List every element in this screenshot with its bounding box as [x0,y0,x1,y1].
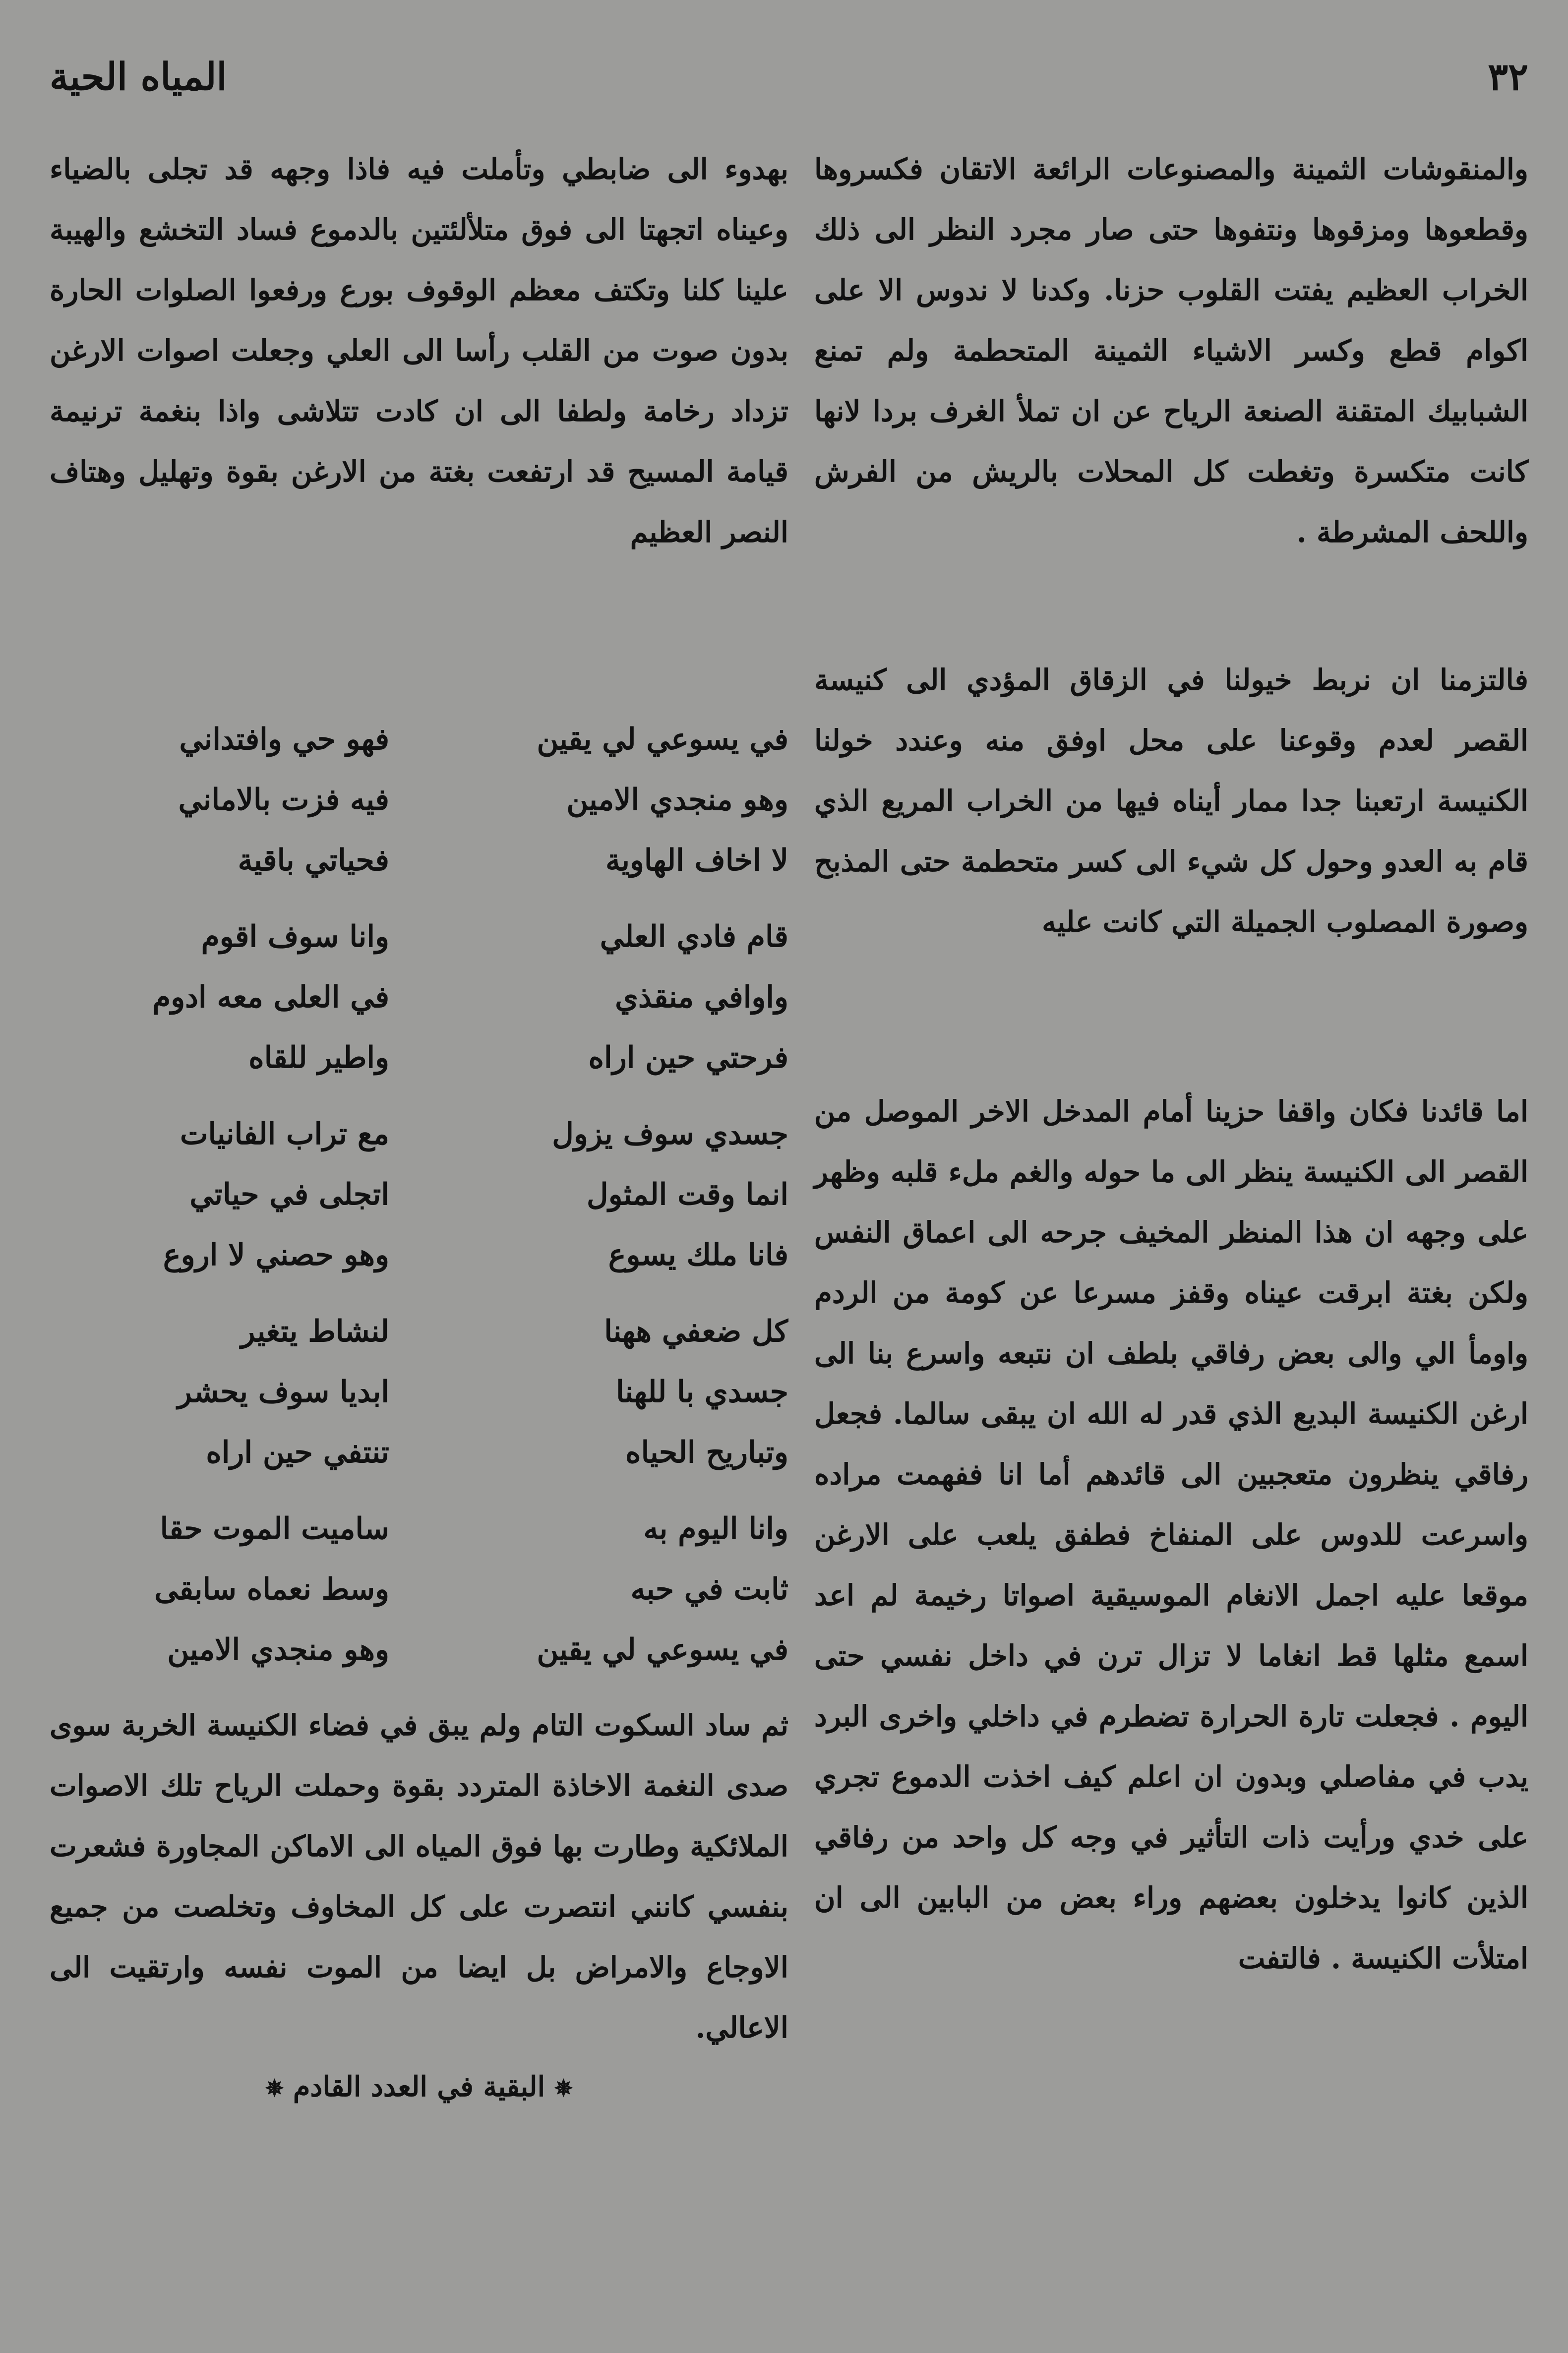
verse-first-hemistich: وهو منجدي الامين [566,783,788,817]
paragraph-text: فالتزمنا ان نربط خيولنا في الزقاق المؤدي الى كنيسة القصر لعدم وقوعنا على محل اوفق منه وعندد خولنا الكنيسة ارتعبنا جدا ممار أيناه فيها من الخراب المريع الذي قام به العدو وحول كل شيء الى كسر متحطمة حتى المذبح وصورة المصلوب الجميلة التي كانت عليه [814,663,1528,939]
stanza-gap [50,891,788,906]
page-number: ٣٢ [1488,55,1528,99]
verse-first-hemistich: فانا ملك يسوع [608,1238,788,1272]
verse-second-hemistich: وهو منجدي الامين [167,1632,389,1667]
stanza-gap [50,1483,788,1499]
right-column [814,139,1528,1989]
stanza-gap [50,1285,788,1301]
verse-first-hemistich: جسدي با للهنا [615,1375,788,1409]
ornament-icon: ✵ [554,2075,573,2102]
verse-first-hemistich: كل ضعفي ههنا [604,1314,788,1349]
verse-first-hemistich: في يسوعي لي يقين [537,722,788,757]
verse-first-hemistich: فرحتي حين اراه [588,1040,788,1075]
verse-second-hemistich: وانا سوف اقوم [201,919,389,954]
ornament-icon: ✵ [265,2075,284,2102]
verse-second-hemistich: مع تراب الفانيات [180,1117,389,1151]
stanza-gap [50,1088,788,1104]
paragraph [814,139,1528,650]
verse-second-hemistich: واطير للقاه [248,1040,389,1075]
verse-second-hemistich: في العلى معه ادوم [152,980,389,1015]
verse-second-hemistich: وسط نعماه سابقى [154,1572,389,1607]
verse-second-hemistich: تنتفي حين اراه [206,1435,389,1470]
hymn-poem [50,709,788,1680]
verse-second-hemistich: فهو حي وافتداني [179,722,389,757]
verse-second-hemistich: ابديا سوف يحشر [177,1375,389,1409]
paragraph [50,1695,788,2058]
page-header [50,55,1528,124]
verse-first-hemistich: وتباريح الحياه [625,1435,788,1470]
verse-second-hemistich: لنشاط يتغير [241,1314,389,1349]
continued-text: البقية في العدد القادم [293,2070,545,2103]
verse-second-hemistich: ساميت الموت حقا [160,1511,389,1546]
paragraph [814,1036,1528,1989]
continued-note [50,2070,788,2103]
verse-first-hemistich: في يسوعي لي يقين [537,1632,788,1667]
verse-first-hemistich: واوافي منقذي [615,980,788,1015]
paragraph-text: والمنقوشات الثمينة والمصنوعات الرائعة الاتقان فكسروها وقطعوها ومزقوها ونتفوها حتى صار مجرد النظر الى ذلك الخراب العظيم يفتت القلوب حزنا. وكدنا لا ندوس الا على اكوام قطع وكسر الاشياء الثمينة المتحطمة ولم تمنع الشبابيك المتقنة الصنعة الرياح عن ان تملأ الغرف بردا لانها كانت متكسرة وتغطت كل المحلات بالريش من الفرش واللحف المشرطة . [814,152,1528,549]
verse-first-hemistich: وانا اليوم به [643,1511,788,1546]
paragraph [814,650,1528,1036]
paragraph-text: بهدوء الى ضابطي وتأملت فيه فاذا وجهه قد تجلى بالضياء وعيناه اتجهتا الى فوق متلألئتين بالدموع فساد التخشع والهيبة علينا كلنا وتكتف معظم الوقوف بورع ورفعوا الصلوات الحارة بدون صوت من القلب رأسا الى العلي وجعلت اصوات الارغن تزداد رخامة ولطفا الى ان كادت تتلاشى واذا بنغمة ترنيمة قيامة المسيح قد ارتفعت بغتة من الارغن بقوة وتهليل وهتاف النصر العظيم [50,152,788,549]
verse-second-hemistich: وهو حصني لا اروع [163,1238,389,1272]
verse-second-hemistich: اتجلى في حياتي [189,1177,389,1212]
verse-first-hemistich: ثابت في حبه [630,1572,788,1607]
running-title: المياه الحية [50,55,227,99]
verse-first-hemistich: انما وقت المثول [586,1177,788,1212]
verse-second-hemistich: فحياتي باقية [238,843,389,878]
paragraph-text: ثم ساد السكوت التام ولم يبق في فضاء الكنيسة الخربة سوى صدى النغمة الاخاذة المتردد بقوة وحملت الرياح تلك الاصوات الملائكية وطارت بها فوق المياه الى الاماكن المجاورة فشعرت بنفسي كانني انتصرت على كل المخاوف وتخلصت من جميع الاوجاع والامراض بل ايضا من الموت نفسه وارتقيت الى الاعالي. [50,1708,788,2045]
verse-first-hemistich: لا اخاف الهاوية [605,843,788,878]
paragraph-text: اما قائدنا فكان واقفا حزينا أمام المدخل الاخر الموصل من القصر الى الكنيسة ينظر الى ما حوله والغم ملء قلبه وظهر على وجهه ان هذا المنظر المخيف جرحه الى اعماق النفس ولكن بغتة ابرقت عيناه وقفز مسرعا عن كومة من الردم واومأ الي والى بعض رفاقي بلطف ان نتبعه واسرع بنا الى ارغن الكنيسة البديع الذي قدر له الله ان يبقى سالما. فجعل رفاقي ينظرون متعجبين الى قائدهم أما انا ففهمت مراده واسرعت للدوس على المنفاخ فطفق يلعب على الارغن موقعا عليه اجمل الانغام الموسيقية اصواتا رخيمة لم اعد اسمع مثلها قط انغاما لا تزال ترن في داخل نفسي حتى اليوم . فجعلت تارة الحرارة تضطرم في داخلي واخرى البرد يدب في مفاصلي وبدون ان اعلم كيف اخذت الدموع تجري على خدي ورأيت ذات التأثير في وجه كل واحد من رفاقي الذين كانوا يدخلون بعضهم وراء بعض من البابين الى ان امتلأت الكنيسة . فالتفت [814,1094,1528,1975]
verse-second-hemistich: فيه فزت بالاماني [178,783,389,817]
verse-first-hemistich: جسدي سوف يزول [552,1117,788,1151]
paragraph [50,139,788,709]
verse-first-hemistich: قام فادي العلي [600,919,788,954]
left-column [50,139,788,2103]
